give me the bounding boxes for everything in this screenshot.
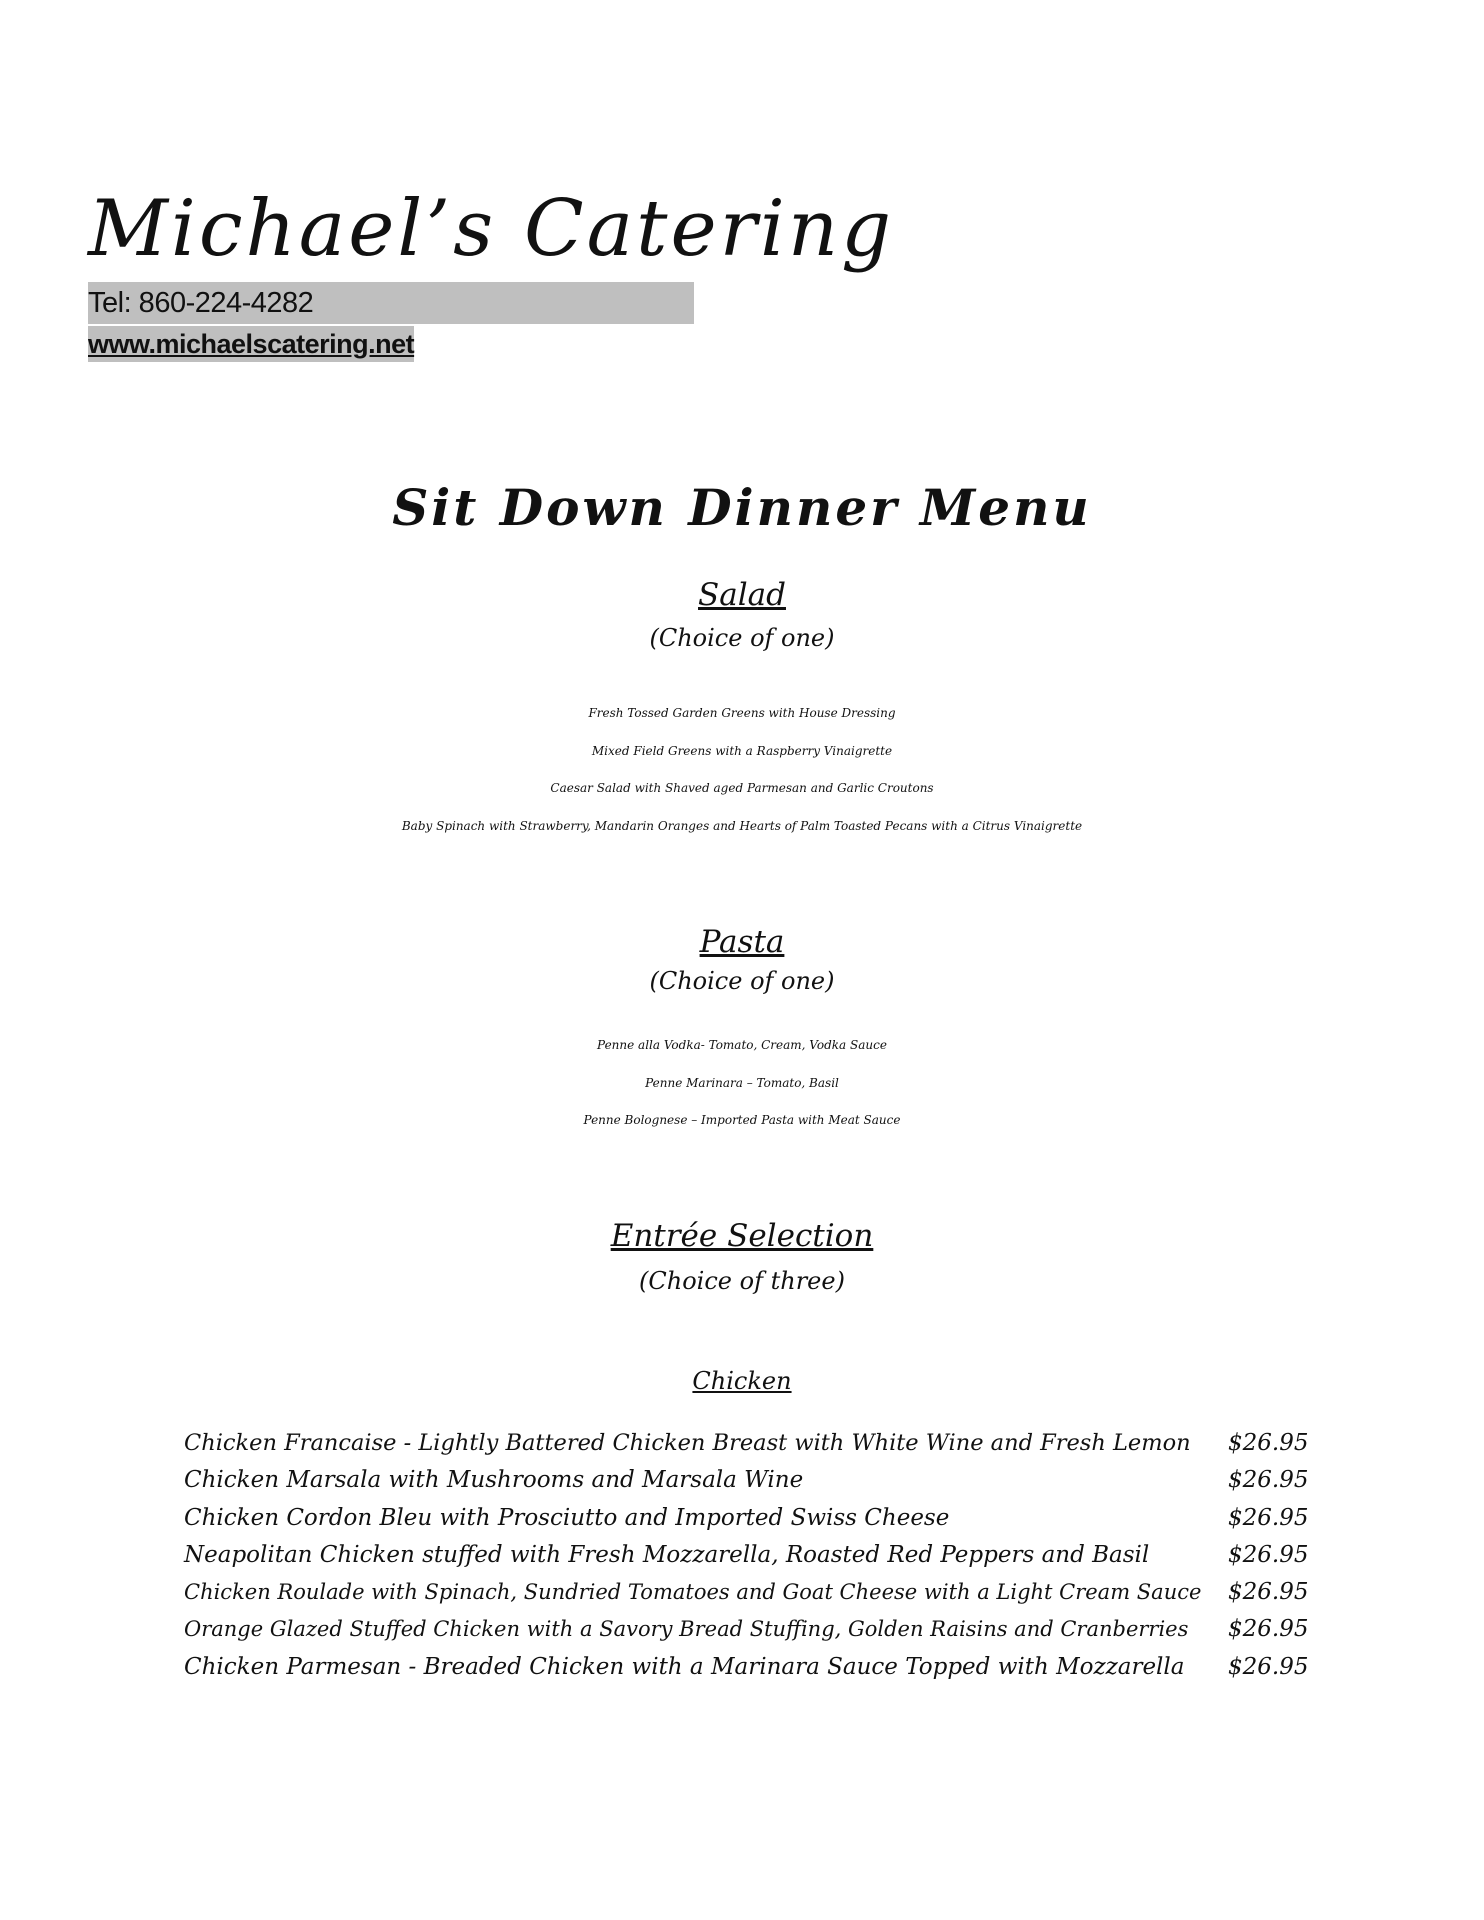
- menu-item-row: [184, 1649, 1309, 1686]
- item-name: Chicken Marsala with Mushrooms and Marsala Wine: [184, 1467, 804, 1494]
- item-price: $26.95: [1228, 1467, 1309, 1494]
- list-item: Fresh Tossed Garden Greens with House Dressing: [588, 706, 896, 720]
- item-name: Chicken Francaise - Lightly Battered Chicken Breast with White Wine and Fresh Lemon: [184, 1430, 1191, 1456]
- chicken-price-list: [184, 1425, 1309, 1686]
- item-name: Chicken Parmesan - Breaded Chicken with a Marinara Sauce Topped with Mozzarella: [184, 1653, 1185, 1680]
- menu-item-row: [184, 1500, 1309, 1537]
- menu-item-row: [184, 1425, 1309, 1462]
- list-item: Caesar Salad with Shaved aged Parmesan and Garlic Croutons: [550, 781, 934, 795]
- chicken-heading: Chicken: [692, 1367, 792, 1395]
- menu-title: Sit Down Dinner Menu: [392, 478, 1092, 537]
- entree-note: (Choice of three): [639, 1267, 845, 1295]
- salad-note: (Choice of one): [649, 624, 835, 652]
- list-item: Penne Bolognese – Imported Pasta with Meat Sauce: [583, 1113, 901, 1127]
- menu-item-row: [184, 1537, 1309, 1574]
- pasta-heading: Pasta: [699, 924, 785, 960]
- pasta-list: [0, 1027, 1484, 1140]
- menu-item-row: [184, 1462, 1309, 1499]
- brand-title: Michael’s Catering: [88, 184, 895, 274]
- item-price: $26.95: [1228, 1541, 1309, 1568]
- item-price: $26.95: [1228, 1616, 1309, 1643]
- item-price: $26.95: [1228, 1579, 1309, 1606]
- menu-item-row: [184, 1574, 1309, 1611]
- item-name: Chicken Cordon Bleu with Prosciutto and Imported Swiss Cheese: [184, 1504, 950, 1531]
- pasta-note: (Choice of one): [649, 967, 835, 995]
- item-price: $26.95: [1228, 1430, 1309, 1456]
- website-link[interactable]: www.michaelscatering.net: [88, 326, 414, 362]
- entree-heading: Entrée Selection: [610, 1218, 874, 1254]
- item-price: $26.95: [1228, 1653, 1309, 1680]
- item-name: Chicken Roulade with Spinach, Sundried Tomatoes and Goat Cheese with a Light Cream Sauce: [184, 1580, 1202, 1605]
- salad-heading: Salad: [698, 577, 786, 613]
- menu-item-row: [184, 1611, 1309, 1648]
- item-name: Neapolitan Chicken stuffed with Fresh Mozzarella, Roasted Red Peppers and Basil: [184, 1541, 1150, 1568]
- item-name: Orange Glazed Stuffed Chicken with a Savory Bread Stuffing, Golden Raisins and Cranberries: [184, 1617, 1189, 1642]
- item-price: $26.95: [1228, 1504, 1309, 1531]
- list-item: Penne Marinara – Tomato, Basil: [645, 1075, 839, 1090]
- list-item: Penne alla Vodka- Tomato, Cream, Vodka Sauce: [597, 1038, 887, 1052]
- list-item: Mixed Field Greens with a Raspberry Vinaigrette: [591, 743, 893, 758]
- contact-phone: Tel: 860-224-4282: [88, 282, 694, 324]
- salad-list: [0, 695, 1484, 845]
- list-item: Baby Spinach with Strawberry, Mandarin Oranges and Hearts of Palm Toasted Pecans with a Citrus Vinaigrette: [401, 818, 1083, 833]
